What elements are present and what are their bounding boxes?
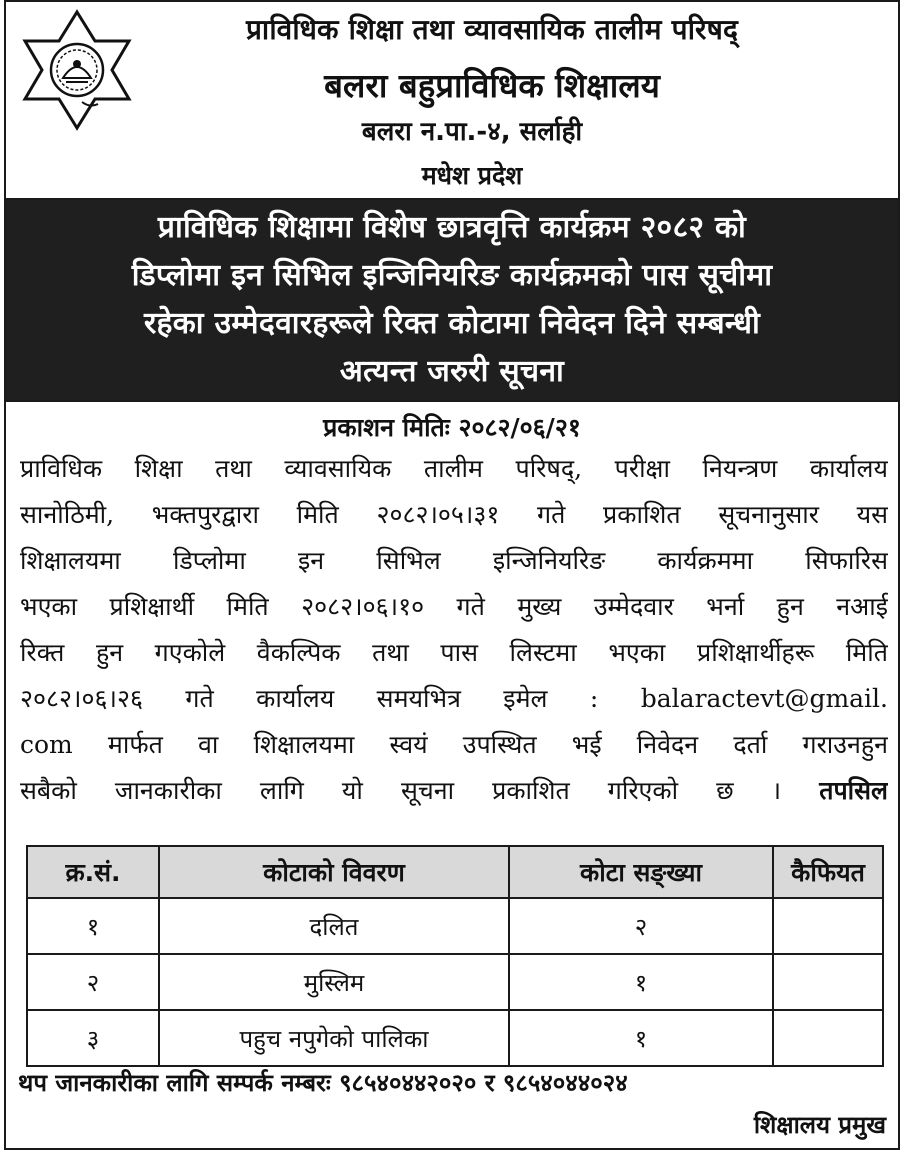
- body-line-text: सबैको जानकारीका लागि यो सूचना प्रकाशित गरिएको छ ।: [20, 776, 782, 805]
- quota-description-cell: दलित: [159, 898, 509, 954]
- annex-label: तपसिल: [819, 776, 888, 805]
- table-row: [27, 1010, 883, 1066]
- remarks-cell: [773, 954, 883, 1010]
- notice-title-banner: [6, 200, 898, 402]
- notice-page: [4, 0, 900, 1150]
- school-name: बलरा बहुप्राविधिक शिक्षालय: [324, 66, 660, 105]
- remarks-cell: [773, 898, 883, 954]
- body-line: रिक्त हुन गएकोले वैकल्पिक तथा पास लिस्टमा भएका प्रशिक्षार्थीहरू मिति: [20, 638, 888, 667]
- province-name: मधेश प्रदेश: [421, 161, 523, 190]
- column-header-serial: क्र.सं.: [27, 846, 159, 898]
- column-header-quota-count: कोटा सङ्ख्या: [509, 846, 773, 898]
- notice-title-line: अत्यन्त जरुरी सूचना: [339, 354, 565, 389]
- serial-cell: ३: [27, 1010, 159, 1066]
- quota-count-cell: १: [509, 1010, 773, 1066]
- table-row: [27, 898, 883, 954]
- table-row: [27, 954, 883, 1010]
- table-header-row: [27, 846, 883, 898]
- quota-description-cell: मुस्लिम: [159, 954, 509, 1010]
- column-header-quota-description: कोटाको विवरण: [159, 846, 509, 898]
- body-line-last: [20, 768, 888, 814]
- quota-description-cell: पहुच नपुगेको पालिका: [159, 1010, 509, 1066]
- body-line: २०८२।०६।२६ गते कार्यालय समयभित्र इमेल : balaractevt@gmail.: [20, 684, 888, 713]
- serial-cell: २: [27, 954, 159, 1010]
- quota-count-cell: २: [509, 898, 773, 954]
- body-line: com मार्फत वा शिक्षालयमा स्वयं उपस्थित भई निवेदन दर्ता गराउनहुन: [20, 730, 888, 759]
- notice-body: [6, 446, 898, 814]
- body-line: शिक्षालयमा डिप्लोमा इन सिभिल इन्जिनियरिङ कार्यक्रममा सिफारिस: [20, 546, 888, 575]
- letterhead: [6, 2, 898, 200]
- notice-title-line: प्राविधिक शिक्षामा विशेष छात्रवृत्ति कार्यक्रम २०८२ को: [157, 210, 747, 245]
- column-header-remarks: कैफियत: [773, 846, 883, 898]
- school-address: बलरा न.पा.-४, सर्लाही: [361, 117, 583, 147]
- nepal-government-star-emblem-icon: [18, 8, 136, 132]
- body-line: भएका प्रशिक्षार्थी मिति २०८२।०६।१० गते मुख्य उम्मेदवार भर्ना हुन नआई: [20, 592, 888, 621]
- notice-title-line: रहेका उम्मेदवारहरूले रिक्त कोटामा निवेदन दिने सम्बन्धी: [143, 306, 761, 341]
- publication-date: प्रकाशन मितिः २०८२/०६/२१: [323, 413, 581, 442]
- signatory-title: शिक्षालय प्रमुख: [753, 1111, 886, 1139]
- notice-title-line: डिप्लोमा इन सिभिल इन्जिनियरिङ कार्यक्रमको पास सूचीमा: [131, 258, 773, 293]
- contact-numbers: थप जानकारीका लागि सम्पर्क नम्बरः ९८५४०४४२०२० र ९८५४०४४०२४: [18, 1069, 628, 1097]
- quota-table: [26, 845, 884, 1067]
- serial-cell: १: [27, 898, 159, 954]
- council-name: प्राविधिक शिक्षा तथा व्यावसायिक तालीम परिषद्: [245, 13, 739, 46]
- body-line: प्राविधिक शिक्षा तथा व्यावसायिक तालीम परिषद्, परीक्षा नियन्त्रण कार्यालय: [20, 454, 888, 483]
- quota-count-cell: १: [509, 954, 773, 1010]
- remarks-cell: [773, 1010, 883, 1066]
- body-line: सानोठिमी, भक्तपुरद्वारा मिति २०८२।०५।३१ गते प्रकाशित सूचनानुसार यस: [20, 500, 888, 529]
